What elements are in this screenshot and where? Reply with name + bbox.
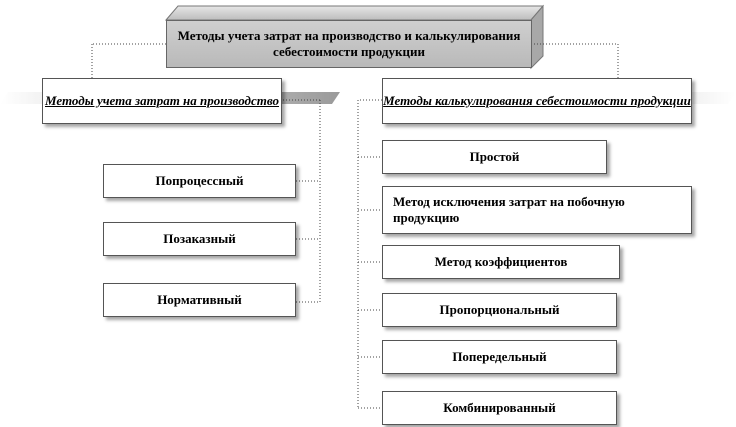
right-item-box [382,245,620,279]
title-box [166,20,532,68]
left-item-box [103,164,296,198]
right-item-text: Комбинированный [443,400,556,415]
left-header-text: Методы учета затрат на производство [45,93,279,108]
right-item-box [382,340,617,374]
left-item-text: Позаказный [163,231,236,246]
right-item-box [382,186,692,234]
right-item-text: Метод исключения затрат на побочную продукцию [393,194,625,225]
right-item-box [382,140,607,174]
right-item-text: Пропорциональный [439,302,560,317]
right-item-text: Попередельный [452,349,547,364]
title-box-top-bevel [166,6,543,20]
left-item-box [103,222,296,256]
title-text: Методы учета затрат на производство и калькулирования себестоимости продукции [177,28,521,59]
left-item-text: Попроцессный [155,173,244,188]
right-item-box [382,293,617,327]
right-item-text: Метод коэффициентов [434,254,568,269]
left-header-box [42,78,282,124]
right-header-box [382,78,692,124]
left-item-text: Нормативный [157,292,242,307]
right-item-box [382,391,617,425]
right-item-text: Простой [469,149,520,164]
left-item-box [103,283,296,317]
right-header-text: Методы калькулирования себестоимости продукции [383,93,691,108]
